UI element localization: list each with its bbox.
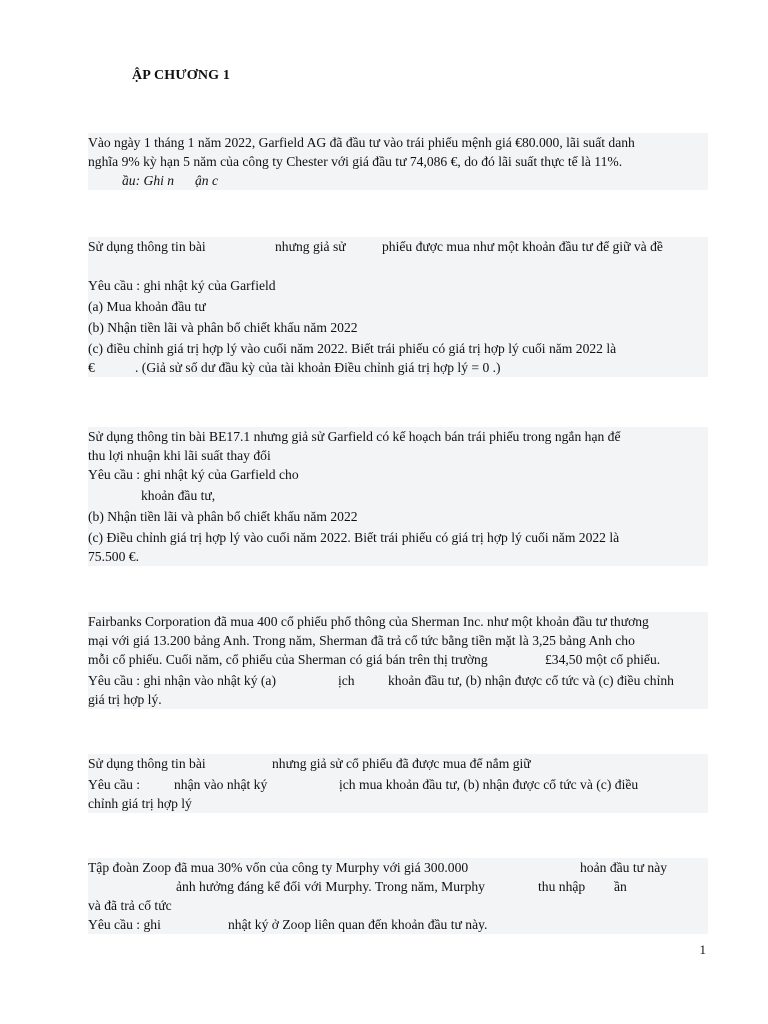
text-fragment: nhật ký ở Zoop liên quan đến khoản đầu tư này. <box>228 917 488 932</box>
text-fragment: hoản đầu tư này <box>580 860 668 875</box>
text-fragment: € <box>88 360 95 375</box>
requirement-line: Yêu cầu : ghi nhật ký của Garfield <box>88 278 276 293</box>
exercise-2 <box>88 237 708 377</box>
text-fragment: Yêu cầu : ghi nhận vào nhật ký (a) <box>88 673 276 688</box>
text-line <box>88 486 708 505</box>
text-fragment: ần <box>614 879 627 894</box>
text-line: và đã trả cổ tức <box>88 898 172 913</box>
text-fragment: nhưng giả sử cổ phiếu đã được mua để nắm giữ <box>272 756 531 771</box>
requirement-line <box>88 915 708 934</box>
text-line: thu lợi nhuận khi lãi suất thay đổi <box>88 448 271 463</box>
text-line: chỉnh giá trị hợp lý <box>88 796 192 811</box>
text-line: nghĩa 9% kỳ hạn 5 năm của công ty Chester với giá đầu tư 74,086 €, do đó lãi suất thực tế là 11%. <box>88 154 623 169</box>
text-fragment: Sử dụng thông tin bài <box>88 239 206 254</box>
text-fragment: ận c <box>195 173 219 188</box>
text-line: (a) Mua khoản đầu tư <box>88 299 206 314</box>
text-fragment: khoản đầu tư, (b) nhận được cổ tức và (c) điều chỉnh <box>388 673 674 688</box>
exercise-5 <box>88 754 708 813</box>
text-line <box>88 877 708 896</box>
text-line: (c) điều chỉnh giá trị hợp lý vào cuối năm 2022. Biết trái phiếu có giá trị hợp lý cuối năm 2022 là <box>88 341 617 356</box>
text-line <box>88 754 708 773</box>
text-line: Sử dụng thông tin bài BE17.1 nhưng giả sử Garfield có kế hoạch bán trái phiếu trong ngắn hạn để <box>88 429 621 444</box>
requirement-line <box>88 671 708 690</box>
text-fragment: ảnh hưởng đáng kể đối với Murphy. Trong năm, Murphy <box>176 879 485 894</box>
text-fragment: Sử dụng thông tin bài <box>88 756 206 771</box>
text-line: (c) Điều chỉnh giá trị hợp lý vào cuối năm 2022. Biết trái phiếu có giá trị hợp lý cuối năm 2022 là <box>88 530 620 545</box>
text-line: (b) Nhận tiền lãi và phân bổ chiết khấu năm 2022 <box>88 320 358 335</box>
text-line <box>88 237 708 256</box>
text-line: giá trị hợp lý. <box>88 692 162 707</box>
exercise-4 <box>88 612 708 709</box>
text-fragment: ầu: Ghi n <box>122 173 175 188</box>
text-line <box>88 650 708 669</box>
text-fragment: nhưng giả sử <box>275 239 346 254</box>
spacer <box>88 256 708 276</box>
exercise-6 <box>88 858 708 934</box>
text-fragment: ịch mua khoản đầu tư, (b) nhận được cổ tức và (c) điều <box>339 777 639 792</box>
requirement-line <box>88 775 708 794</box>
text-fragment: nhận vào nhật ký <box>174 777 268 792</box>
text-fragment: Tập đoàn Zoop đã mua 30% vốn của công ty Murphy với giá 300.000 <box>88 860 469 875</box>
text-line: Fairbanks Corporation đã mua 400 cổ phiếu phổ thông của Sherman Inc. như một khoản đầu tư thương <box>88 614 649 629</box>
exercise-3 <box>88 427 708 566</box>
text-fragment: phiếu được mua như một khoản đầu tư để giữ và đề <box>382 239 663 254</box>
text-line: (b) Nhận tiền lãi và phân bổ chiết khấu năm 2022 <box>88 509 358 524</box>
chapter-title: ẬP CHƯƠNG 1 <box>132 68 231 83</box>
text-fragment: Yêu cầu : <box>88 777 141 792</box>
text-line <box>88 358 708 377</box>
exercise-1 <box>88 133 708 190</box>
text-fragment: khoản đầu tư, <box>141 488 216 503</box>
text-line: mại với giá 13.200 bảng Anh. Trong năm, Sherman đã trả cổ tức bằng tiền mặt là 3,25 bảng Anh cho <box>88 633 635 648</box>
text-fragment: Yêu cầu : ghi <box>88 917 161 932</box>
text-fragment: mỗi cổ phiếu. Cuối năm, cổ phiếu của Sherman có giá bán trên thị trường <box>88 652 488 667</box>
text-fragment: thu nhập <box>538 879 586 894</box>
requirement-line: Yêu cầu : ghi nhật ký của Garfield cho <box>88 467 299 482</box>
page-number: 1 <box>699 942 706 957</box>
text-fragment: £34,50 một cổ phiếu. <box>545 652 661 667</box>
text-fragment: ịch <box>338 673 355 688</box>
text-line <box>88 171 708 190</box>
text-fragment: . (Giả sử số dư đầu kỳ của tài khoản Điều chỉnh giá trị hợp lý = 0 .) <box>135 360 501 375</box>
text-line: Vào ngày 1 tháng 1 năm 2022, Garfield AG đã đầu tư vào trái phiếu mệnh giá €80.000, lãi suất danh <box>88 135 635 150</box>
text-line: 75.500 €. <box>88 549 139 564</box>
text-line <box>88 858 708 877</box>
